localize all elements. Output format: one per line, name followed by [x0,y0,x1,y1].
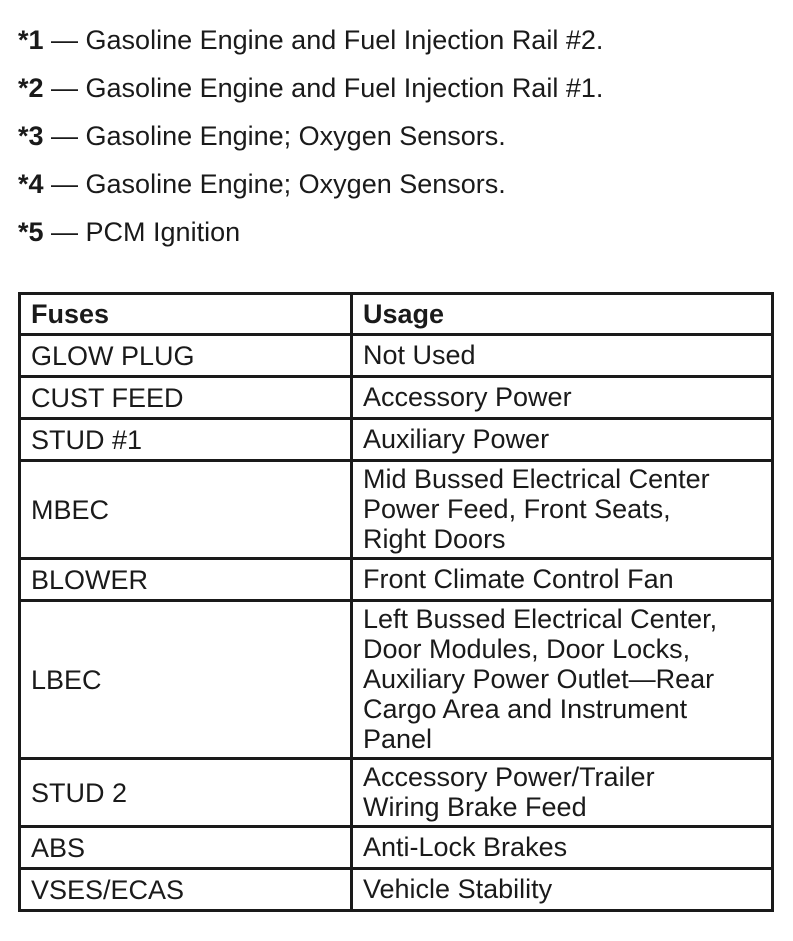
column-header-usage: Usage [352,294,773,335]
table-row [20,559,773,601]
usage-line: Left Bussed Electrical Center, [363,604,718,634]
usage-line: Accessory Power/Trailer [363,762,655,792]
usage-line: Anti-Lock Brakes [363,832,568,862]
footnote-number: *4 [18,169,44,199]
usage-line: Power Feed, Front Seats, [363,494,671,524]
usage-cell [352,759,773,827]
fuse-name-cell: MBEC [20,461,352,559]
table-row [20,419,773,461]
usage-cell [352,869,773,911]
table-row [20,461,773,559]
usage-line: Right Doors [363,524,506,554]
usage-line: Vehicle Stability [363,874,553,904]
usage-line: Auxiliary Power [363,424,550,454]
footnote-text: — PCM Ignition [43,217,241,247]
footnote-1 [18,16,778,64]
usage-line: Not Used [363,340,476,370]
fuse-name-cell: STUD #1 [20,419,352,461]
table-row [20,601,773,759]
footnote-text: — Gasoline Engine and Fuel Injection Rail #1. [43,73,604,103]
usage-line: Wiring Brake Feed [363,792,587,822]
table-row [20,377,773,419]
usage-cell [352,461,773,559]
usage-cell [352,377,773,419]
table-row [20,827,773,869]
footnote-number: *5 [18,217,44,247]
fuse-name-cell: BLOWER [20,559,352,601]
footnote-3 [18,112,778,160]
table-row [20,759,773,827]
footnote-number: *1 [18,25,44,55]
fuse-name-cell: STUD 2 [20,759,352,827]
table-row [20,335,773,377]
footnote-text: — Gasoline Engine; Oxygen Sensors. [43,121,506,151]
footnotes [18,16,778,256]
footnote-text: — Gasoline Engine and Fuel Injection Rail #2. [43,25,604,55]
fuse-usage-table [18,292,774,912]
column-header-fuses: Fuses [20,294,352,335]
usage-cell [352,559,773,601]
table-body [20,335,773,911]
usage-line: Auxiliary Power Outlet—Rear [363,664,715,694]
usage-cell [352,827,773,869]
fuse-name-cell: CUST FEED [20,377,352,419]
usage-line: Door Modules, Door Locks, [363,634,691,664]
footnote-2 [18,64,778,112]
footnote-number: *2 [18,73,44,103]
footnote-4 [18,160,778,208]
footnote-5 [18,208,778,256]
usage-cell [352,419,773,461]
usage-line: Accessory Power [363,382,572,412]
usage-cell [352,601,773,759]
fuse-name-cell: LBEC [20,601,352,759]
usage-cell [352,335,773,377]
footnote-number: *3 [18,121,44,151]
usage-line: Cargo Area and Instrument [363,694,688,724]
table-row [20,869,773,911]
fuse-name-cell: VSES/ECAS [20,869,352,911]
table-header-row [20,294,773,335]
usage-line: Front Climate Control Fan [363,564,674,594]
usage-line: Mid Bussed Electrical Center [363,464,710,494]
usage-line: Panel [363,724,433,754]
footnote-text: — Gasoline Engine; Oxygen Sensors. [43,169,506,199]
fuse-name-cell: ABS [20,827,352,869]
fuse-name-cell: GLOW PLUG [20,335,352,377]
